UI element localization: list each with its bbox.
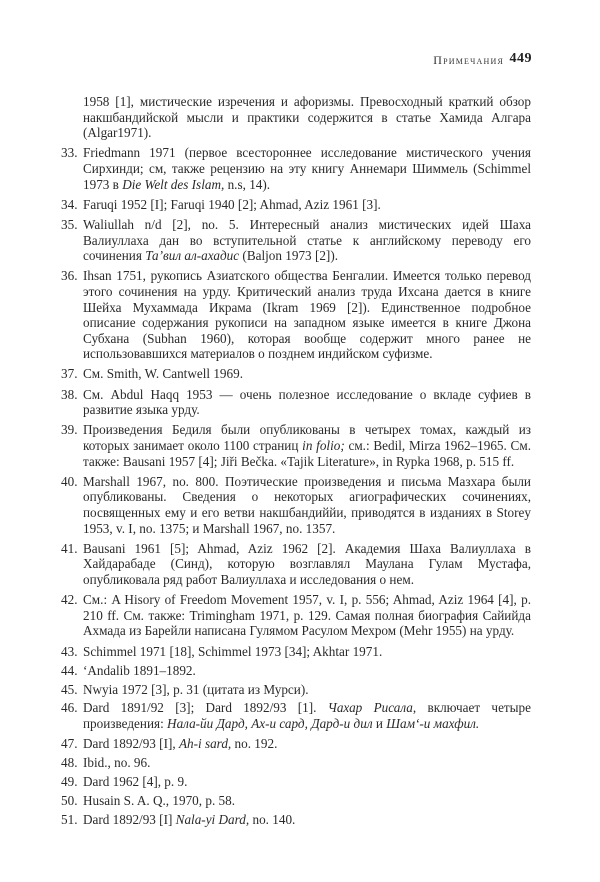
endnote-item xyxy=(61,541,531,588)
text-run: См. Smith, W. Cantwell 1969. xyxy=(83,366,244,382)
text-run: Nwyia 1972 [3], p. 31 (цитата из Мурси). xyxy=(83,681,309,697)
text-run: Friedmann 1971 (первое всестороннее исследование мистического учения Сирхинди; см, также рецензию на эту книгу Аннемари Шиммель (Schimmel 1973 в xyxy=(83,145,531,192)
endnote-item xyxy=(61,387,531,418)
text-run: 1958 [1], мистические изречения и афоризмы. Превосходный краткий обзор накшбандийской мысли и практики содержится в статье Хамида Алгара (Algar1971). xyxy=(83,94,531,141)
endnote-number: 42. xyxy=(61,592,78,608)
endnote-text xyxy=(83,268,531,362)
endnote-item xyxy=(61,736,531,752)
text-run: См. Abdul Haqq 1953 — очень полезное исследование о вкладе суфиев в развитие языка урду. xyxy=(83,386,531,418)
endnote-item xyxy=(61,755,531,771)
endnote-number: 38. xyxy=(61,386,78,402)
italic-title: Шам‘-и махфил. xyxy=(386,716,480,732)
text-run: no. 192. xyxy=(231,736,278,752)
text-run: Ihsan 1751, рукопись Азиатского общества Бенгалии. Имеется только перевод этого сочинения на урду. Критический анализ труда Ихсана дается в книге Шейха Мухаммада Икрама (Ikram 1969 [2]). Единственное подробное описание содержания рукописи на западном языке имеется в книге Джона Субхана (Subhan 1960), которая вообще содержит много ранее не использовавшихся материалов о позднем индийском суфизме. xyxy=(83,268,531,362)
text-run: Dard 1892/93 [I], xyxy=(83,736,179,752)
italic-title: Ah-i sard, xyxy=(178,736,232,752)
endnote-text xyxy=(83,197,531,213)
endnote-text xyxy=(83,700,531,731)
endnote-text xyxy=(83,812,531,828)
endnote-number: 48. xyxy=(61,755,78,771)
endnote-number: 36. xyxy=(61,268,78,284)
text-run: и xyxy=(372,716,387,732)
text-run: ‘Andalib 1891–1892. xyxy=(83,662,196,678)
endnote-item xyxy=(61,366,531,382)
endnote-text xyxy=(83,774,531,790)
text-run: Faruqi 1952 [I]; Faruqi 1940 [2]; Ahmad, Aziz 1961 [3]. xyxy=(83,196,381,212)
text-run: , включает четыре произведения: xyxy=(83,700,531,732)
endnote-text xyxy=(83,145,531,192)
endnote-text xyxy=(83,793,531,809)
endnote-text xyxy=(83,663,531,679)
endnote-number: 34. xyxy=(61,196,78,212)
endnote-text xyxy=(83,682,531,698)
italic-title: Нала-йи Дард, Ах-и сард, Дард-и дил xyxy=(167,716,373,732)
endnote-item xyxy=(61,663,531,679)
endnote-text xyxy=(83,217,531,264)
endnote-number: 43. xyxy=(61,643,78,659)
endnote-number: 35. xyxy=(61,216,78,232)
endnote-number: 41. xyxy=(61,540,78,556)
endnote-item xyxy=(61,474,531,536)
italic-title: Nala-yi Dard, xyxy=(175,812,250,828)
endnote-text xyxy=(83,644,531,660)
text-run: Waliullah n/d [2], no. 5. Интересный анализ мистических идей Шаха Валиуллаха дан во вступительной статье к английскому переводу его сочинения xyxy=(83,216,531,264)
endnote-text xyxy=(83,366,531,382)
italic-title: Та’вил ал-ахадис xyxy=(145,248,240,264)
text-run: Dard 1891/92 [3]; Dard 1892/93 [1]. xyxy=(83,700,328,716)
text-run: Произведения Бедиля были опубликованы в четырех томах, каждый из которых занимает около 1100 страниц xyxy=(83,422,531,454)
endnote-number: 47. xyxy=(61,736,78,752)
endnote-item xyxy=(61,422,531,469)
text-run: n.s, 14). xyxy=(224,176,271,192)
endnote-number: 44. xyxy=(61,662,78,678)
text-run: Dard 1892/93 [I] xyxy=(83,812,176,828)
endnote-text xyxy=(83,474,531,536)
endnote-item xyxy=(61,644,531,660)
text-run: Schimmel 1971 [18], Schimmel 1973 [34]; Akhtar 1971. xyxy=(83,643,383,659)
endnote-number: 40. xyxy=(61,473,78,489)
endnote-item xyxy=(61,217,531,264)
endnote-number: 45. xyxy=(61,681,78,697)
endnote-number: 46. xyxy=(61,700,78,716)
italic-title: in folio; xyxy=(302,438,345,454)
running-title: Примечания xyxy=(433,53,504,67)
endnote-item xyxy=(61,700,531,731)
endnote-number: 51. xyxy=(61,812,78,828)
endnote-item xyxy=(61,94,531,141)
text-run: (Baljon 1973 [2]). xyxy=(239,248,339,264)
endnote-text xyxy=(83,755,531,771)
endnote-number: 37. xyxy=(61,366,78,382)
italic-title: Чахар Рисала xyxy=(327,700,413,716)
endnote-item xyxy=(61,774,531,790)
endnote-item xyxy=(61,197,531,213)
endnote-item xyxy=(61,268,531,362)
endnote-text xyxy=(83,592,531,639)
page-number: 449 xyxy=(509,51,532,66)
italic-title: Die Welt des Islam, xyxy=(122,176,225,192)
text-run: Husain S. A. Q., 1970, p. 58. xyxy=(83,793,236,809)
text-run: Bausani 1961 [5]; Ahmad, Aziz 1962 [2]. Академия Шаха Валиуллаха в Хайдарабаде (Синд), которую возглавлял Маулана Гулам Мустафа, опубликовала ряд работ Валиуллаха и исследования о нем. xyxy=(83,540,531,587)
endnote-number: 33. xyxy=(61,145,78,161)
running-header xyxy=(0,51,600,71)
endnote-text xyxy=(83,94,531,141)
text-run: См.: A Hisory of Freedom Movement 1957, v. I, p. 556; Ahmad, Aziz 1964 [4], p. 210 ff. См. также: Trimingham 1971, p. 129. Самая полная биография Сайийда Ахмада из Барейли написана Гулямом Расулом Мехром (Mehr 1955) на урду. xyxy=(83,592,531,639)
endnote-item xyxy=(61,793,531,809)
endnote-text xyxy=(83,736,531,752)
endnotes-list xyxy=(61,94,531,831)
endnote-item xyxy=(61,812,531,828)
text-run: Ibid., no. 96. xyxy=(83,755,151,771)
text-run: Marshall 1967, no. 800. Поэтические произведения и письма Мазхара были опубликованы. Сведения о некоторых агиографических сочинениях, посвященных ему и его ветви накшбандиййи, приводятся в изданиях в Storey 1953, v. I, no. 1375; и Marshall 1967, no. 1357. xyxy=(83,473,531,536)
endnote-text xyxy=(83,541,531,588)
endnote-item xyxy=(61,592,531,639)
text-run: см.: Bedil, Mirza 1962–1965. См. также: Bausani 1957 [4]; Jiři Bečka. «Tajik Literature», in Rypka 1968, p. 515 ff. xyxy=(83,438,531,469)
endnote-text xyxy=(83,422,531,469)
endnote-text xyxy=(83,387,531,418)
endnote-number: 50. xyxy=(61,793,78,809)
endnote-item xyxy=(61,145,531,192)
endnote-number: 49. xyxy=(61,774,78,790)
text-run: Dard 1962 [4], p. 9. xyxy=(83,774,188,790)
endnote-item xyxy=(61,682,531,698)
text-run: no. 140. xyxy=(249,812,296,828)
endnote-number: 39. xyxy=(61,422,78,438)
